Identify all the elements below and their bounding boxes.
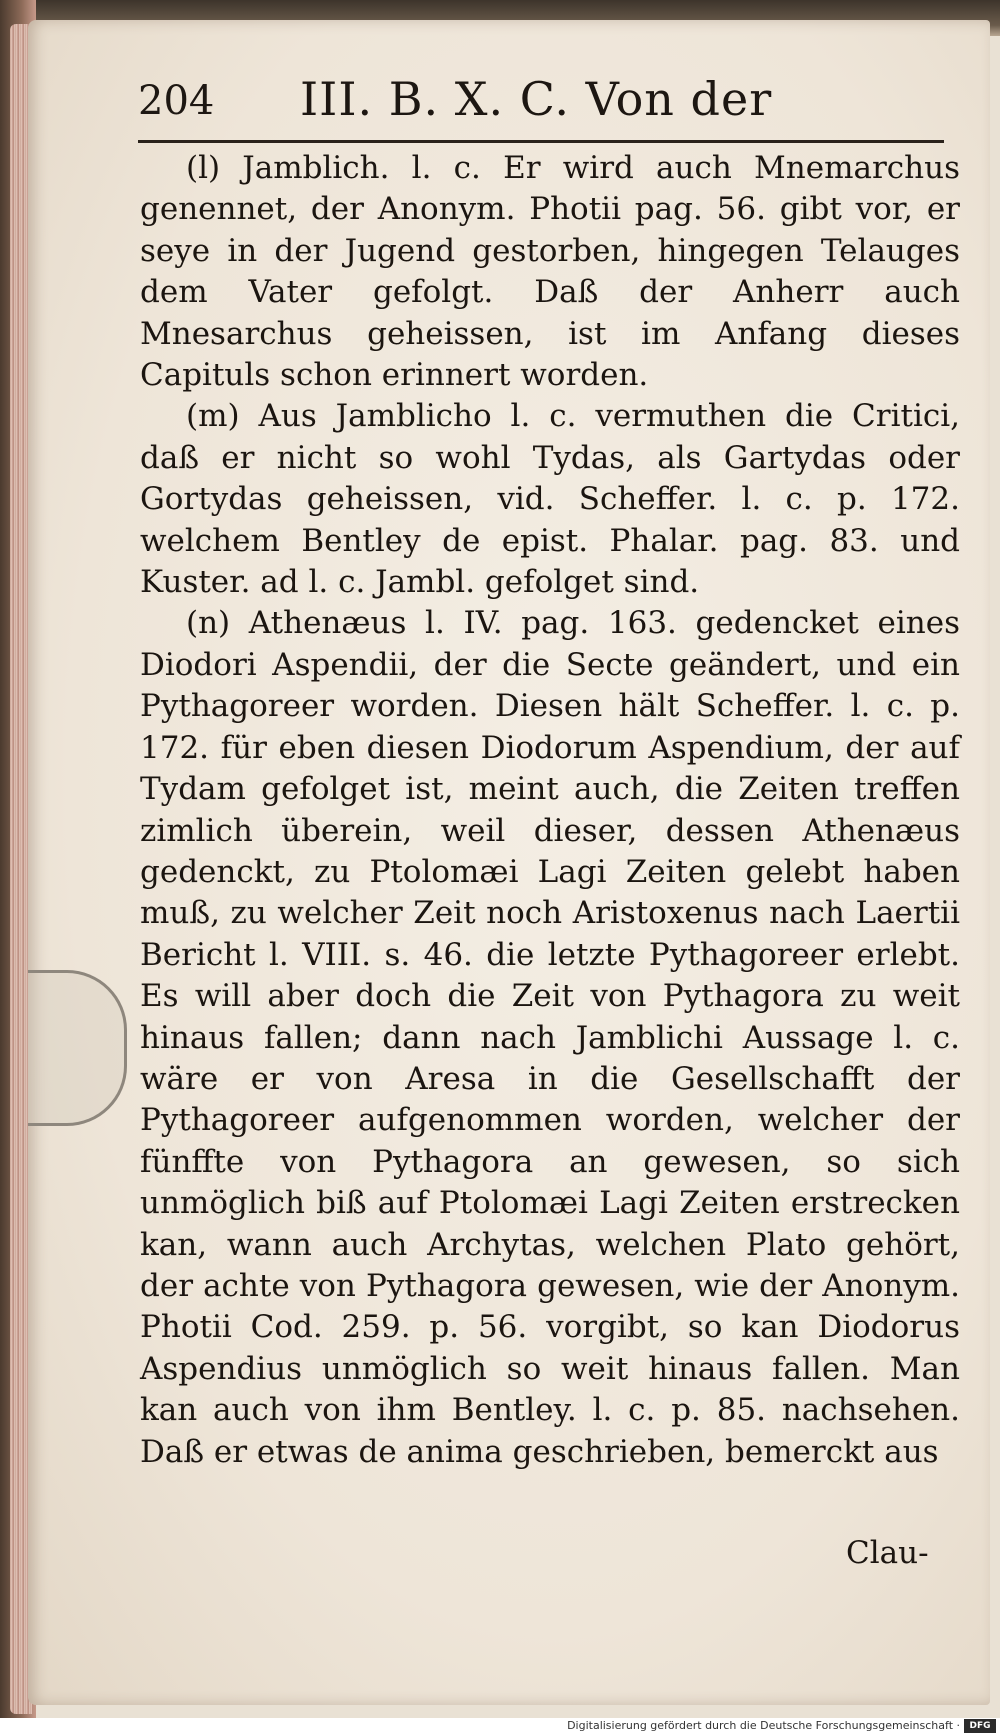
footnotes-body [140, 148, 960, 1473]
page-clip [28, 970, 127, 1126]
footnote-l: (l) Jamblich. l. c. Er wird auch Mnemarchus genennet, der Anonym. Photii pag. 56. gibt vor, er seye in der Jugend gestorben, hingegen Telauges dem Vater gefolgt. Daß der Anherr auch Mnesarchus geheissen, ist im Anfang dieses Capituls schon erinnert worden. [140, 150, 960, 394]
footnote-n: (n) Athenæus l. IV. pag. 163. gedencket eines Diodori Aspendii, der die Secte geändert, und ein Pythagoreer worden. Diesen hält Scheffer. l. c. p. 172. für eben diesen Diodorum Aspendium, der auf Tydam gefolget ist, meint auch, die Zeiten treffen zimlich überein, weil dieser, dessen Athenæus gedenckt, zu Ptolomæi Lagi Zeiten gelebt haben muß, zu welcher Zeit noch Aristoxenus nach Laertii Bericht l. VIII. s. 46. die letzte Pythagoreer erlebt. Es will aber doch die Zeit von Pythagora zu weit hinaus fallen; dann nach Jamblichi Aussage l. c. wäre er von Aresa in die Gesellschafft der Pythagoreer aufgenommen worden, welcher der fünffte von Pythagora an gewesen, so sich unmöglich biß auf Ptolomæi Lagi Zeiten erstrecken kan, wann auch Archytas, welchen Plato gehört, der achte von Pythagora gewesen, wie der Anonym. Photii Cod. 259. p. 56. vorgibt, so kan Diodorus Aspendius unmöglich so weit hinaus fallen. Man kan auch von ihm Bentley. l. c. p. 85. nachsehen. Daß er etwas de anima geschrieben, bemerckt aus [140, 605, 960, 1470]
footnote-m: (m) Aus Jamblicho l. c. vermuthen die Critici, daß er nicht so wohl Tydas, als Gartydas oder Gortydas geheissen, vid. Scheffer. l. c. p. 172. welchem Bentley de epist. Phalar. pag. 83. und Kuster. ad l. c. Jambl. gefolget sind. [140, 398, 960, 601]
page-header [138, 72, 958, 136]
catchword: Clau- [846, 1535, 929, 1571]
dfg-logo: DFG [964, 1719, 996, 1733]
footer-credit: Digitalisierung gefördert durch die Deutsche Forschungsgemeinschaft · [567, 1719, 960, 1732]
header-rule [138, 140, 944, 143]
running-title: III. B. X. C. Von der [300, 72, 773, 126]
page-number: 204 [138, 78, 215, 124]
